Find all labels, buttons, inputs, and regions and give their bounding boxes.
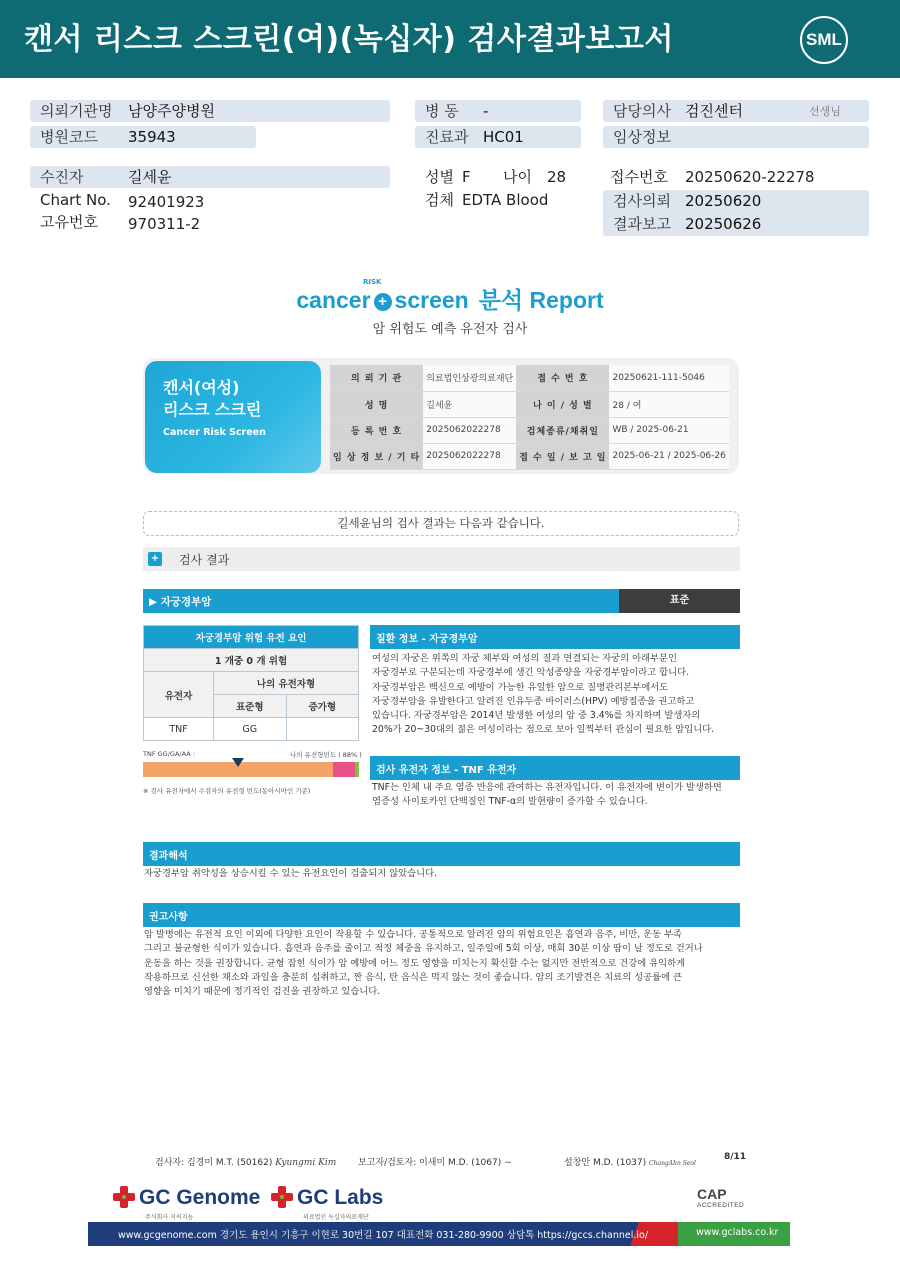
reporter-name: 보고자/검토자: 이새미 M.D. (1067) [358,1158,502,1168]
hospital-code-row [30,126,256,148]
summary-title-line2: 리스크 스크린 [163,400,262,419]
patient-label: 수진자 [40,168,84,186]
disease-info-header [370,625,740,649]
patient-name: 길세윤 [128,168,172,186]
increased-genotype [286,718,359,741]
standard-genotype: GG [214,718,287,741]
sml-logo: SML [800,16,848,64]
cap-sub: ACCREDITED [697,1202,745,1209]
department-row [415,126,581,148]
cancer-name: ▶ 자궁경부암 [149,596,212,608]
chart-label: Chart No. [40,191,111,209]
department-value: HC01 [483,128,524,146]
summary-key: 검체종류/채취일 [516,417,609,443]
brand-report: 분석 Report [478,287,604,313]
doctor-suffix: 선생님 [809,105,841,118]
summary-row [330,365,729,391]
footer-contact: www.gcgenome.com 경기도 용인시 기흥구 이현로 30번길 107 대표전화 031-280-9900 상담톡 https://gccs.channel.io/ [118,1230,649,1241]
report-header [0,0,900,78]
summary-row [330,417,729,443]
summary-card-title-panel [145,361,321,473]
genotype-frequency-bar [143,762,359,777]
gc-labs-logo [271,1186,384,1221]
summary-key: 성 명 [330,391,423,417]
text-line: 염증성 사이토카인 단백질인 TNF-α의 발현량이 증가할 수 있습니다. [372,796,648,808]
gene-header: 유전자 [144,672,214,718]
summary-value: 2025062022278 [423,443,516,469]
text-line: 운동을 하는 것을 권장합니다. 균형 잡힌 식이가 암 예방에 어느 정도 영향을 미치는지 확신할 수는 없지만 전반적으로 건강에 유익하게 [144,957,686,969]
summary-key: 임 상 정 보 / 기 타 [330,443,423,469]
summary-value: 28 / 여 [609,391,728,417]
disease-info-text [372,652,714,738]
gc-labs-name: GC Labs [297,1186,384,1209]
interpretation-header [143,842,740,866]
gene-name: TNF [144,718,214,741]
report-value: 20250626 [685,215,762,233]
frequency-genotypes: TNF GG/GA/AA : [143,750,195,758]
doctor-label: 담당의사 [613,102,671,120]
approver-sign: ChangAhn Seol [649,1160,696,1167]
summary-value: 2025-06-21 / 2025-06-26 [609,443,728,469]
examiner-name: 검사자: 김경미 M.T. (50162) [155,1158,273,1168]
department-label: 진료과 [425,128,469,146]
summary-table [330,365,729,470]
gene-info-header [370,756,740,780]
text-line: 영향을 미치기 때문에 정기적인 검진을 권장하고 있습니다. [144,986,381,998]
text-line: 여성의 자궁은 위쪽의 자궁 체부와 여성의 질과 연결되는 자궁의 아래부분인 [372,653,678,664]
receipt-label: 접수번호 [610,168,668,186]
footer-bar [88,1222,790,1246]
summary-value: 길세윤 [423,391,516,417]
my-genotype-marker-icon [232,758,244,767]
section-title: 검사 결과 [179,553,230,567]
frequency-segment-ga [333,762,355,777]
gc-cross-icon [113,1186,135,1208]
summary-key: 접 수 번 호 [516,365,609,391]
summary-title-en: Cancer Risk Screen [163,427,266,438]
gc-genome-sub: 주식회사 지씨지놈 [145,1214,194,1221]
text-line: 작용하므로 신선한 채소와 과일을 충분히 섭취하고, 짠 음식, 탄 음식은 먹지 않는 것이 좋습니다. 암의 조기발견은 치료의 성공률에 큰 [144,971,683,983]
age-label: 나이 [503,168,532,186]
footer-website: www.gclabs.co.kr [696,1227,779,1238]
dates-block [603,190,869,236]
brand-screen: screen [394,287,469,313]
text-line: 그리고 불균형한 식이가 있습니다. 흡연과 음주를 줄이고 적정 체중을 유지하고, 일주일에 5회 이상, 매회 30분 이상 땀이 날 정도로 걷거나 [144,943,703,955]
summary-key: 접 수 일 / 보 고 일 [516,443,609,469]
text-line: TNF는 인체 내 주요 염증 반응에 관여하는 유전자입니다. 이 유전자에 변이가 발생하면 [372,782,722,793]
brand-risk: RISK [363,278,382,286]
doctor-row [603,100,869,122]
cancer-type-bar [143,589,740,613]
summary-value: 의료법인상광의료재단 [423,365,516,391]
frequency-segment-aa [355,762,359,777]
gene-info-title: 검사 유전자 정보 - TNF 유전자 [376,765,517,776]
client-row [30,100,390,122]
clinical-row [603,126,869,148]
text-line: 20%가 20~30대의 젊은 여성이라는 점으로 보아 일찍부터 관심이 필요한 암입니다. [372,724,715,736]
text-line: 자궁경부암은 백신으로 예방이 가능한 유일한 암으로 질병관리본부에서도 [372,681,669,693]
unique-value: 970311-2 [128,215,201,233]
request-label: 검사의뢰 [613,192,671,210]
sex-label: 성별 [425,168,454,186]
clinical-label: 임상정보 [613,128,671,146]
client-label: 의뢰기관명 [40,102,113,120]
gc-genome-name: GC Genome [139,1186,261,1209]
ward-label: 병 동 [425,102,459,120]
risk-table-title: 자궁경부암 위험 유전 요인 [144,626,359,649]
cap-accredited-logo [697,1186,744,1209]
text-line: 자궁경부암을 유발한다고 알려진 인유두종 바이러스(HPV) 예방접종을 권고하고 [372,695,695,707]
brand-subtitle: 암 위험도 예측 유전자 검사 [372,322,528,337]
summary-value: 20250621-111-5046 [609,365,728,391]
gc-cross-icon [271,1186,293,1208]
section-header [143,547,740,571]
brand-cancer: cancer [296,287,371,313]
client-value: 남양주양병원 [128,102,215,120]
risk-level-badge: 표준 [619,589,740,613]
frequency-note: ※ 검사 유전자에서 수검자의 유전형 빈도(동아시아인 기준) [143,787,311,795]
summary-value: 2025062022278 [423,417,516,443]
age-value: 28 [547,168,567,186]
examiner-sign: Kyungmi Kim [275,1158,337,1168]
risk-factor-table [143,625,359,741]
disease-info-title: 질환 정보 - 자궁경부암 [376,634,478,645]
result-message: 길세윤님의 검사 결과는 다음과 같습니다. [143,511,739,536]
text-line: 있습니다. 자궁경부암은 2014년 발생한 여성의 암 중 3.4%를 차지하며 발생자의 [372,710,701,722]
approver-signature [564,1155,696,1168]
doctor-value: 검진센터 [685,102,743,120]
patient-row [30,166,390,188]
result-folder-icon: + [148,552,162,566]
gc-genome-logo [113,1186,261,1221]
summary-value: WB / 2025-06-21 [609,417,728,443]
cap-text: CAP [697,1186,727,1202]
ward-row [415,100,581,122]
specimen-value: EDTA Blood [462,191,549,209]
unique-label: 고유번호 [40,213,98,231]
examiner-signature [155,1155,336,1168]
standard-header: 표준형 [214,695,287,718]
reporter-sign: ~ [504,1158,512,1168]
recommendation-title: 권고사항 [149,912,188,923]
table-row [144,718,359,741]
summary-row [330,443,729,469]
report-title: 캔서 리스크 스크린(여)(녹십자) 검사결과보고서 [24,22,674,57]
summary-key: 등 록 번 호 [330,417,423,443]
receipt-value: 20250620-22278 [685,168,815,186]
frequency-mine: 나의 유전형빈도 ( 88% ) [290,751,362,759]
approver-name: 설창안 M.D. (1037) [564,1158,647,1168]
page-number: 8/11 [724,1152,747,1162]
increased-header: 증가형 [286,695,359,718]
gc-labs-sub: 의료법인 녹십자의료재단 [303,1214,369,1221]
report-label: 결과보고 [613,215,671,233]
text-line: 암 발병에는 유전적 요인 이외에 다양한 요인이 작용할 수 있습니다. 공통적으로 알려진 암의 위험요인은 흡연과 음주, 비만, 운동 부족 [144,929,683,940]
summary-key: 나 이 / 성 별 [516,391,609,417]
interpretation-title: 결과해석 [149,851,188,862]
gene-info-text [372,781,722,810]
chart-value: 92401923 [128,193,205,211]
ward-value: - [483,102,489,120]
recommendation-header [143,903,740,927]
specimen-label: 검체 [425,191,454,209]
cancer-risk-screen-logo [0,282,900,315]
my-genotype-header: 나의 유전자형 [214,672,359,695]
recommendation-text [144,928,703,999]
summary-title [163,377,261,421]
text-line: 자궁경부로 구분되는데 자궁경부에 생긴 악성종양을 자궁경부암이라고 합니다. [372,667,690,679]
summary-row [330,391,729,417]
request-value: 20250620 [685,192,762,210]
hospital-code-label: 병원코드 [40,128,98,146]
risk-count: 1 개중 0 개 위험 [144,649,359,672]
plus-icon: + [374,293,392,311]
summary-key: 의 뢰 기 관 [330,365,423,391]
reporter-signature [358,1155,512,1168]
hospital-code-value: 35943 [128,128,176,146]
interpretation-text: 자궁경부암 취약성을 상승시킬 수 있는 유전요인이 검출되지 않았습니다. [144,868,438,879]
summary-title-line1: 캔서(여성) [163,378,240,397]
sex-value: F [462,168,471,186]
